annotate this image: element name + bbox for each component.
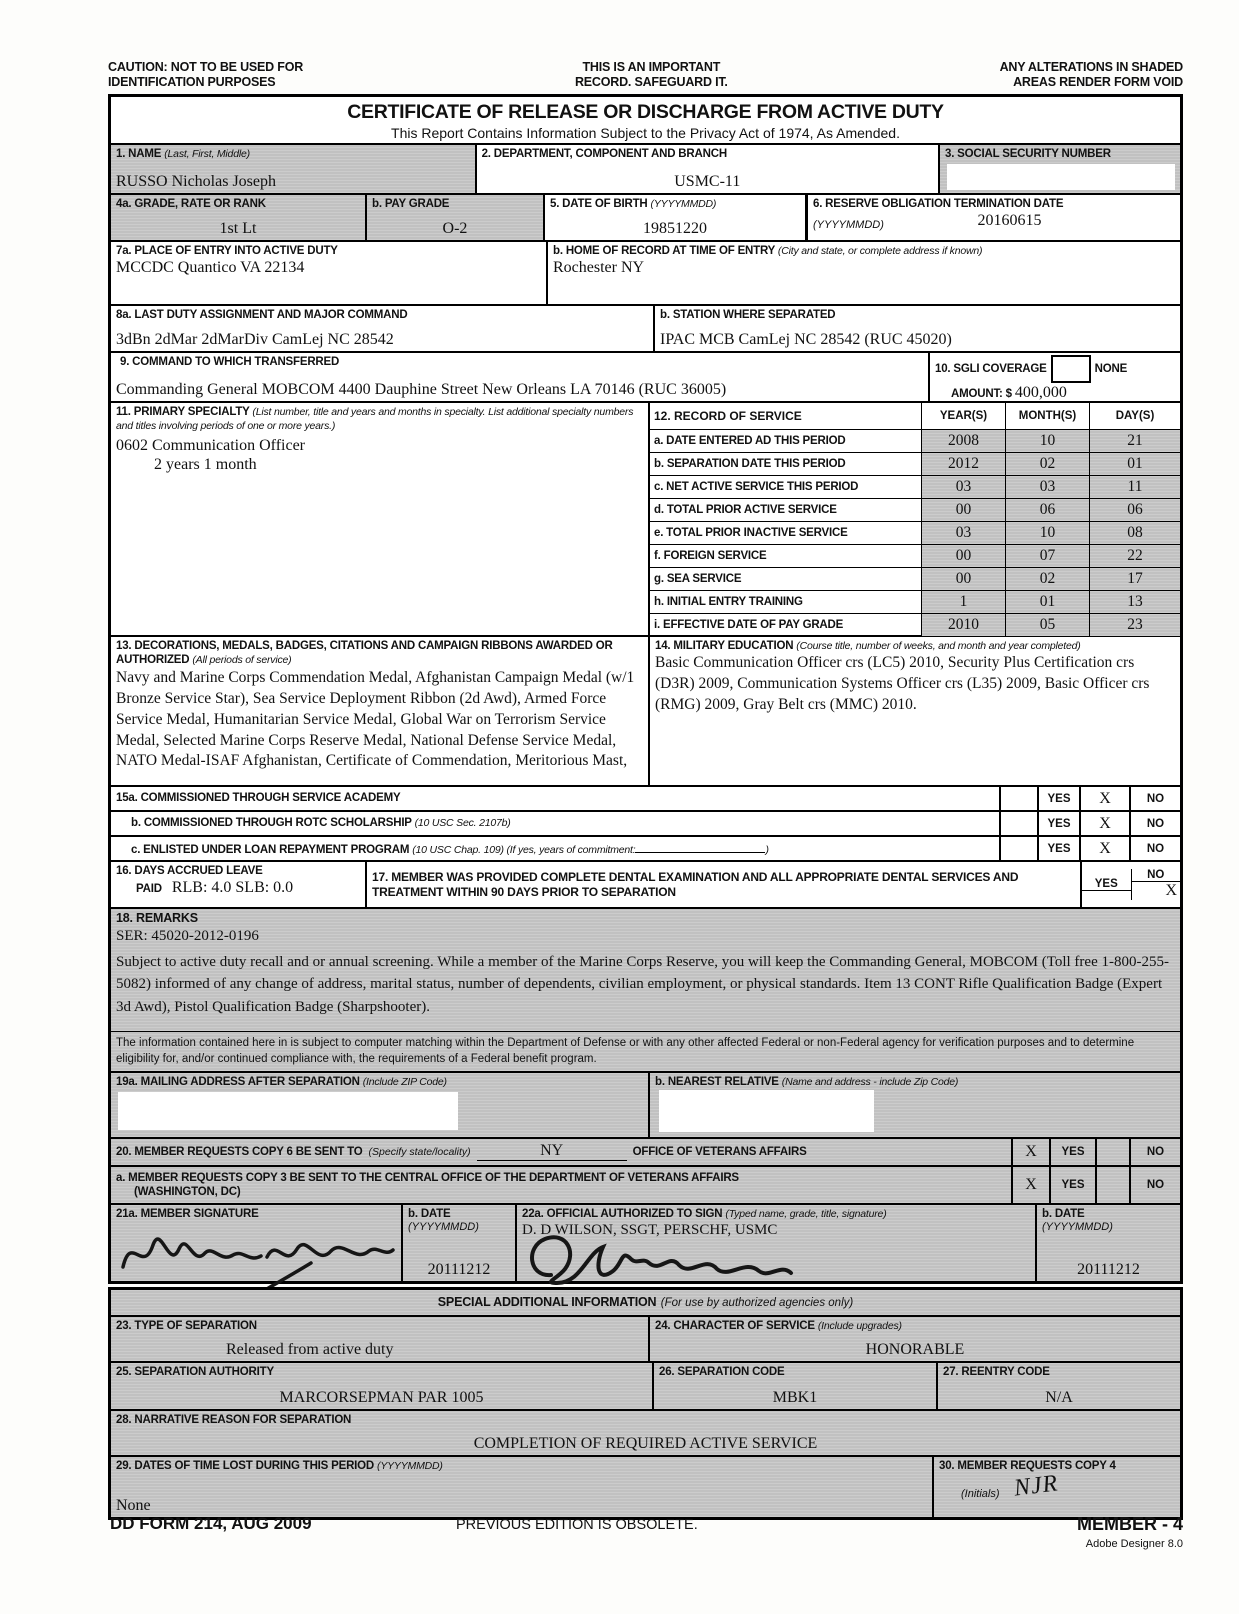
ros-row-f-days: 22 bbox=[1089, 545, 1180, 567]
separation-code-value: MBK1 bbox=[772, 1388, 818, 1406]
reserve-obligation-hint: (YYYYMMDD) bbox=[813, 218, 884, 231]
ros-row-h bbox=[650, 590, 1180, 613]
field-15c-no-label: NO bbox=[1129, 837, 1180, 860]
dental-no-checkbox: X bbox=[1132, 881, 1181, 900]
ros-row-d-years: 00 bbox=[921, 499, 1005, 521]
decorations-value: Navy and Marine Corps Commendation Medal, Afghanistan Campaign Medal (w/1 Bronze Service Star), Sea Service Deployment Ribbon (2d Awd), Armed Force Service Medal, Humanitarian Service Medal, Global War on Terrorism Service Medal, Selected Marine Corps Reserve Medal, National Defense Service Medal, NATO Medal-ISAF Afghanistan, Certificate of Commendation, Meritorious Mast, bbox=[116, 668, 635, 770]
field-20-suffix: OFFICE OF VETERANS AFFAIRS bbox=[632, 1145, 807, 1158]
field-primary-specialty bbox=[111, 403, 648, 635]
caution-line1: CAUTION: NOT TO BE USED FOR bbox=[108, 60, 304, 74]
remarks-label: 18. REMARKS bbox=[116, 911, 198, 925]
title-row bbox=[111, 97, 1180, 143]
official-sign-date-label: b. DATE bbox=[1042, 1208, 1085, 1220]
field-official-sign-date bbox=[1035, 1205, 1180, 1281]
ros-row-i bbox=[650, 613, 1180, 636]
sgli-amount-row bbox=[935, 383, 1175, 402]
ros-row-b-years: 2012 bbox=[921, 453, 1005, 475]
field-20 bbox=[111, 1139, 1011, 1165]
ros-row-c-years: 03 bbox=[921, 476, 1005, 498]
copy4-hint: (Initials) bbox=[961, 1488, 1000, 1501]
row-7 bbox=[111, 635, 1180, 785]
field-20-no-checkbox bbox=[1095, 1139, 1129, 1165]
ros-row-d-months: 06 bbox=[1005, 499, 1089, 521]
top-notes bbox=[108, 60, 1183, 90]
separation-authority-label: 25. SEPARATION AUTHORITY bbox=[116, 1366, 274, 1378]
primary-specialty-value2: 2 years 1 month bbox=[154, 455, 257, 473]
nearest-relative-redaction-box bbox=[659, 1090, 874, 1132]
ros-row-d-days: 06 bbox=[1089, 499, 1180, 521]
name-value: RUSSO Nicholas Joseph bbox=[116, 172, 277, 190]
field-member-sign-date bbox=[401, 1205, 515, 1281]
special-title: SPECIAL ADDITIONAL INFORMATION bbox=[437, 1294, 657, 1309]
record-of-service-table bbox=[650, 403, 1180, 636]
ros-row-e-years: 03 bbox=[921, 522, 1005, 544]
field-last-duty bbox=[111, 306, 653, 351]
important-record-note bbox=[575, 60, 728, 90]
reserve-obligation-label: 6. RESERVE OBLIGATION TERMINATION DATE bbox=[813, 198, 1064, 210]
field-reentry-code bbox=[936, 1363, 1180, 1409]
separation-code-label: 26. SEPARATION CODE bbox=[659, 1366, 785, 1378]
ros-row-f-years: 00 bbox=[921, 545, 1005, 567]
ros-row-f-label: f. FOREIGN SERVICE bbox=[654, 549, 767, 562]
narrative-reason-label: 28. NARRATIVE REASON FOR SEPARATION bbox=[116, 1414, 352, 1426]
field-20-yes-label: YES bbox=[1049, 1139, 1095, 1165]
privacy-note bbox=[111, 1032, 1180, 1071]
field-record-of-service bbox=[648, 403, 1180, 635]
ros-row-i-label: i. EFFECTIVE DATE OF PAY GRADE bbox=[654, 618, 844, 631]
ros-row-e bbox=[650, 521, 1180, 544]
field-20a-label: a. MEMBER REQUESTS COPY 3 BE SENT TO THE CENTRAL OFFICE OF THE DEPARTMENT OF VETERANS AFFAIRS bbox=[116, 1171, 739, 1184]
row-15c bbox=[111, 835, 1180, 860]
special-title-row bbox=[111, 1290, 1180, 1315]
ros-row-b-days: 01 bbox=[1089, 453, 1180, 475]
form-title-box bbox=[111, 97, 1180, 143]
main-form bbox=[108, 94, 1183, 1284]
field-date-of-birth bbox=[543, 195, 805, 240]
ros-row-h-label: h. INITIAL ENTRY TRAINING bbox=[654, 595, 803, 608]
separation-authority-value: MARCORSEPMAN PAR 1005 bbox=[279, 1388, 484, 1406]
field-15b-label: b. COMMISSIONED THROUGH ROTC SCHOLARSHIP (10 USC Sec. 2107b) bbox=[131, 817, 511, 830]
official-typed-name: D. D WILSON, SSGT, PERSCHF, USMC bbox=[522, 1222, 778, 1239]
leave-label-line1: 16. DAYS ACCRUED LEAVE bbox=[116, 865, 263, 877]
field-15a-no-label: NO bbox=[1129, 787, 1180, 810]
field-place-of-entry bbox=[111, 242, 546, 304]
row-3 bbox=[111, 240, 1180, 304]
field-20-state-value: NY bbox=[477, 1143, 627, 1161]
ros-row-b-label: b. SEPARATION DATE THIS PERIOD bbox=[654, 457, 846, 470]
military-education-value: Basic Communication Officer crs (LC5) 2010, Security Plus Certification crs (D3R) 2009, Communication Systems Officer crs (L35) 2009, Basic Officer crs (RMG) 2009, Gray Belt crs (MMC) 2010. bbox=[655, 654, 1150, 714]
place-of-entry-value: MCCDC Quantico VA 22134 bbox=[116, 259, 305, 277]
important-line2: RECORD. SAFEGUARD IT. bbox=[574, 75, 728, 89]
military-education-label: 14. MILITARY EDUCATION (Course title, number of weeks, and month and year completed) bbox=[655, 640, 1081, 652]
reentry-code-value: N/A bbox=[1045, 1388, 1073, 1406]
row-19 bbox=[111, 1071, 1180, 1137]
field-15a-yes-checkbox bbox=[999, 787, 1037, 810]
row-15a bbox=[111, 785, 1180, 810]
row-23-24 bbox=[111, 1315, 1180, 1361]
ros-row-d-label: d. TOTAL PRIOR ACTIVE SERVICE bbox=[654, 503, 837, 516]
ros-row-b bbox=[650, 452, 1180, 475]
name-label: 1. NAME (Last, First, Middle) bbox=[116, 148, 250, 160]
dob-label: 5. DATE OF BIRTH (YYYYMMDD) bbox=[550, 198, 717, 210]
copy4-label: 30. MEMBER REQUESTS COPY 4 bbox=[939, 1460, 1116, 1472]
dental-label: 17. MEMBER WAS PROVIDED COMPLETE DENTAL EXAMINATION AND ALL APPROPRIATE DENTAL SERVICES AND TREATMENT WITHIN 90 DAYS PRIOR TO SEPARATION bbox=[372, 869, 1019, 899]
official-sign-date-value: 20111212 bbox=[1077, 1260, 1140, 1278]
privacy-note-text: The information contained here in is subject to computer matching within the Department of Defense or with any other affected Federal or non-Federal agency for verification purposes and to determine eligibility for, and/or continued compliance with, the requirements of a Federal benefit program. bbox=[116, 1036, 1135, 1065]
field-20-hint: (Specify state/locality) bbox=[368, 1146, 471, 1158]
field-department bbox=[475, 145, 938, 193]
primary-specialty-value1: 0602 Communication Officer bbox=[116, 436, 305, 454]
field-remarks bbox=[111, 909, 1180, 1031]
mailing-address-redaction-box bbox=[118, 1092, 458, 1130]
copy4-value-row bbox=[939, 1470, 1175, 1502]
ros-title: 12. RECORD OF SERVICE bbox=[654, 409, 802, 423]
reentry-code-label: 27. REENTRY CODE bbox=[943, 1366, 1050, 1378]
member-sign-date-hint: (YYYYMMDD) bbox=[408, 1221, 479, 1234]
row-6 bbox=[111, 401, 1180, 635]
ssn-label: 3. SOCIAL SECURITY NUMBER bbox=[945, 148, 1111, 160]
previous-edition-note: PREVIOUS EDITION IS OBSOLETE. bbox=[456, 1517, 698, 1533]
ros-row-g-days: 17 bbox=[1089, 568, 1180, 590]
time-lost-value: None bbox=[116, 1496, 151, 1514]
ros-col-years: YEAR(S) bbox=[921, 403, 1005, 429]
department-value: USMC-11 bbox=[674, 172, 741, 190]
decorations-label: 13. DECORATIONS, MEDALS, BADGES, CITATIONS AND CAMPAIGN RIBBONS AWARDED OR AUTHORIZED (All periods of service) bbox=[116, 640, 613, 667]
station-separated-value: IPAC MCB CamLej NC 28542 (RUC 45020) bbox=[660, 330, 952, 348]
ros-header-row bbox=[650, 403, 1180, 429]
sgli-none-label: NONE bbox=[1094, 362, 1128, 375]
sgli-amount-label: AMOUNT: $ bbox=[951, 388, 1012, 400]
field-20a-yes-checkbox: X bbox=[1011, 1167, 1049, 1203]
ros-row-a-label: a. DATE ENTERED AD THIS PERIOD bbox=[654, 434, 846, 447]
ssn-redaction-box bbox=[947, 164, 1175, 190]
member-signature-label: 21a. MEMBER SIGNATURE bbox=[116, 1208, 259, 1220]
field-15c-yes-checkbox bbox=[999, 837, 1037, 860]
home-of-record-value: Rochester NY bbox=[553, 259, 645, 277]
alterations-line1: ANY ALTERATIONS IN SHADED bbox=[999, 60, 1183, 74]
field-member-signature bbox=[111, 1205, 401, 1281]
field-nearest-relative bbox=[648, 1073, 1180, 1137]
field-15c-no-checkbox: X bbox=[1079, 837, 1129, 860]
ros-row-b-months: 02 bbox=[1005, 453, 1089, 475]
member-copy-label: MEMBER - 4 bbox=[1076, 1514, 1183, 1534]
row-1 bbox=[111, 143, 1180, 193]
leave-label-line2: PAID bbox=[136, 883, 162, 896]
dental-yes-label: YES bbox=[1094, 878, 1118, 890]
leave-value-row bbox=[116, 878, 360, 897]
ros-row-e-label: e. TOTAL PRIOR INACTIVE SERVICE bbox=[654, 526, 848, 539]
field-15c-yes-label: YES bbox=[1037, 837, 1079, 860]
row-25-27 bbox=[111, 1361, 1180, 1409]
ros-row-h-years: 1 bbox=[921, 591, 1005, 613]
field-type-of-separation bbox=[111, 1317, 648, 1361]
member-sign-date-label: b. DATE bbox=[408, 1208, 451, 1220]
sgli-none-checkbox bbox=[1051, 355, 1091, 383]
field-station-separated bbox=[653, 306, 1180, 351]
field-military-education bbox=[648, 637, 1180, 785]
member-sign-date-value: 20111212 bbox=[427, 1260, 491, 1278]
ros-row-g-months: 02 bbox=[1005, 568, 1089, 590]
row-4 bbox=[111, 304, 1180, 351]
member-signature-image bbox=[115, 1223, 395, 1283]
grade-value: 1st Lt bbox=[219, 219, 257, 237]
field-20-yes-checkbox: X bbox=[1011, 1139, 1049, 1165]
ros-row-e-months: 10 bbox=[1005, 522, 1089, 544]
ros-row-g-years: 00 bbox=[921, 568, 1005, 590]
field-grade bbox=[111, 195, 365, 240]
ros-row-i-years: 2010 bbox=[921, 614, 1005, 636]
form-title: CERTIFICATE OF RELEASE OR DISCHARGE FROM ACTIVE DUTY bbox=[347, 101, 944, 123]
field-character-of-service bbox=[648, 1317, 1180, 1361]
copy4-initials: NJR bbox=[1012, 1470, 1060, 1502]
remarks-body: Subject to active duty recall and or annual screening. While a member of the Marine Corps Reserve, you will keep the Commanding General, MOBCOM (Toll free 1-800-255-5082) informed of any change of address, marital status, number of dependents, civilian employment, or physical standards. Item 13 CONT Rifle Qualification Badge (Expert 3d Awd), Pistol Qualification Badge (Sharpshooter). bbox=[116, 953, 1169, 1015]
field-20-label: 20. MEMBER REQUESTS COPY 6 BE SENT TO bbox=[116, 1145, 363, 1158]
ros-col-months: MONTH(S) bbox=[1005, 403, 1089, 429]
department-label: 2. DEPARTMENT, COMPONENT AND BRANCH bbox=[481, 148, 727, 160]
character-of-service-value: HONORABLE bbox=[865, 1340, 965, 1358]
official-signature-label: 22a. OFFICIAL AUTHORIZED TO SIGN (Typed name, grade, title, signature) bbox=[522, 1208, 887, 1220]
caution-note bbox=[108, 60, 303, 90]
pay-grade-value: O-2 bbox=[442, 219, 468, 237]
ros-row-f-months: 07 bbox=[1005, 545, 1089, 567]
field-15b-no-label: NO bbox=[1129, 812, 1180, 835]
official-sign-date-hint: (YYYYMMDD) bbox=[1042, 1221, 1113, 1234]
ros-row-a-days: 21 bbox=[1089, 430, 1180, 452]
field-pay-grade bbox=[365, 195, 543, 240]
field-decorations bbox=[111, 637, 648, 785]
pay-grade-label: b. PAY GRADE bbox=[372, 198, 450, 210]
field-20a-yes-label: YES bbox=[1049, 1167, 1095, 1203]
designer-credit: Adobe Designer 8.0 bbox=[1085, 1538, 1183, 1550]
field-sgli-coverage bbox=[928, 353, 1180, 401]
dental-no-column bbox=[1131, 869, 1181, 900]
field-20a-no-checkbox bbox=[1095, 1167, 1129, 1203]
field-15b-yes-checkbox bbox=[999, 812, 1037, 835]
row-18 bbox=[111, 907, 1180, 1031]
sgli-row bbox=[935, 355, 1175, 383]
ros-row-d bbox=[650, 498, 1180, 521]
field-separation-code bbox=[652, 1363, 936, 1409]
command-transferred-label: 9. COMMAND TO WHICH TRANSFERRED bbox=[120, 356, 340, 368]
ros-row-f bbox=[650, 544, 1180, 567]
field-time-lost bbox=[111, 1457, 932, 1517]
field-20a bbox=[111, 1167, 1011, 1203]
character-of-service-label: 24. CHARACTER OF SERVICE (Include upgrades) bbox=[655, 1320, 902, 1332]
row-16-17 bbox=[111, 860, 1180, 907]
field-15a-yes-label: YES bbox=[1037, 787, 1079, 810]
leave-value: RLB: 4.0 SLB: 0.0 bbox=[171, 879, 294, 897]
station-separated-label: b. STATION WHERE SEPARATED bbox=[660, 309, 836, 321]
caution-line2: IDENTIFICATION PURPOSES bbox=[108, 75, 276, 89]
field-home-of-record bbox=[546, 242, 1180, 304]
important-line1: THIS IS AN IMPORTANT bbox=[582, 60, 721, 74]
field-reserve-obligation bbox=[805, 195, 1180, 240]
form-subtitle: This Report Contains Information Subject to the Privacy Act of 1974, As Amended. bbox=[391, 125, 900, 141]
field-15b-yes-label: YES bbox=[1037, 812, 1079, 835]
field-15b-no-checkbox: X bbox=[1079, 812, 1129, 835]
field-name bbox=[111, 145, 475, 193]
last-duty-label: 8a. LAST DUTY ASSIGNMENT AND MAJOR COMMAND bbox=[116, 309, 408, 321]
home-of-record-label: b. HOME OF RECORD AT TIME OF ENTRY (City and state, or complete address if known) bbox=[553, 245, 983, 257]
dental-no-label: NO bbox=[1147, 869, 1165, 881]
reserve-obligation-value-row bbox=[813, 211, 1175, 230]
ros-row-g bbox=[650, 567, 1180, 590]
field-narrative-reason bbox=[111, 1411, 1180, 1455]
row-20a bbox=[111, 1165, 1180, 1203]
field-20a-label2: (WASHINGTON, DC) bbox=[134, 1186, 241, 1198]
row-privacy-note bbox=[111, 1031, 1180, 1071]
special-info-section bbox=[108, 1287, 1183, 1520]
ros-row-a-months: 10 bbox=[1005, 430, 1089, 452]
type-of-separation-label: 23. TYPE OF SEPARATION bbox=[116, 1320, 257, 1332]
ros-row-c-months: 03 bbox=[1005, 476, 1089, 498]
dental-yes-checkbox bbox=[1082, 890, 1131, 891]
reserve-obligation-value: 20160615 bbox=[977, 212, 1042, 230]
dob-value: 19851220 bbox=[643, 219, 707, 237]
time-lost-label: 29. DATES OF TIME LOST DURING THIS PERIOD (YYYYMMDD) bbox=[116, 1460, 443, 1472]
field-15a bbox=[111, 787, 999, 810]
field-official-signature bbox=[515, 1205, 1035, 1281]
row-5 bbox=[111, 351, 1180, 401]
dental-yes-no-block bbox=[1080, 862, 1180, 907]
field-15a-no-checkbox: X bbox=[1079, 787, 1129, 810]
ros-row-c-label: c. NET ACTIVE SERVICE THIS PERIOD bbox=[654, 480, 859, 493]
ros-row-h-months: 01 bbox=[1005, 591, 1089, 613]
command-transferred-value: Commanding General MOBCOM 4400 Dauphine Street New Orleans LA 70146 (RUC 36005) bbox=[116, 380, 727, 398]
ros-row-a-years: 2008 bbox=[921, 430, 1005, 452]
primary-specialty-label: 11. PRIMARY SPECIALTY (List number, title and years and months in specialty. List additional specialty numbers and titles involving periods of one or more years.) bbox=[116, 406, 634, 433]
field-20a-no-label: NO bbox=[1129, 1167, 1180, 1203]
row-29-30 bbox=[111, 1455, 1180, 1517]
alterations-line2: AREAS RENDER FORM VOID bbox=[1013, 75, 1183, 89]
form-number: DD FORM 214, AUG 2009 bbox=[110, 1514, 312, 1533]
field-15c-label: c. ENLISTED UNDER LOAN REPAYMENT PROGRAM (10 USC Chap. 109) (If yes, years of commitment: ) bbox=[131, 840, 994, 857]
field-command-transferred bbox=[111, 353, 928, 401]
ros-row-i-days: 23 bbox=[1089, 614, 1180, 636]
sgli-label: 10. SGLI COVERAGE bbox=[935, 362, 1047, 375]
row-28 bbox=[111, 1409, 1180, 1455]
field-dental bbox=[365, 862, 1080, 907]
field-15a-label: 15a. COMMISSIONED THROUGH SERVICE ACADEMY bbox=[116, 792, 401, 805]
dental-yes-column bbox=[1082, 878, 1131, 891]
remarks-ser: SER: 45020-2012-0196 bbox=[116, 927, 259, 944]
field-15c bbox=[111, 837, 999, 860]
ros-row-h-days: 13 bbox=[1089, 591, 1180, 613]
alterations-note bbox=[1000, 60, 1183, 90]
field-mailing-address bbox=[111, 1073, 648, 1137]
grade-label: 4a. GRADE, RATE OR RANK bbox=[116, 198, 266, 210]
ros-row-e-days: 08 bbox=[1089, 522, 1180, 544]
place-of-entry-label: 7a. PLACE OF ENTRY INTO ACTIVE DUTY bbox=[116, 245, 338, 257]
row-15b bbox=[111, 810, 1180, 835]
ros-row-c bbox=[650, 475, 1180, 498]
field-separation-authority bbox=[111, 1363, 652, 1409]
special-title-hint: (For use by authorized agencies only) bbox=[660, 1296, 854, 1309]
row-20 bbox=[111, 1137, 1180, 1165]
field-20-no-label: NO bbox=[1129, 1139, 1180, 1165]
ros-row-i-months: 05 bbox=[1005, 614, 1089, 636]
ros-row-c-days: 11 bbox=[1089, 476, 1180, 498]
ros-row-g-label: g. SEA SERVICE bbox=[654, 572, 742, 585]
ros-col-days: DAY(S) bbox=[1089, 403, 1180, 429]
ros-row-a bbox=[650, 429, 1180, 452]
nearest-relative-label: b. NEAREST RELATIVE (Name and address - include Zip Code) bbox=[655, 1076, 959, 1088]
row-21-22 bbox=[111, 1203, 1180, 1281]
type-of-separation-value: Released from active duty bbox=[226, 1340, 394, 1358]
last-duty-value: 3dBn 2dMar 2dMarDiv CamLej NC 28542 bbox=[116, 330, 394, 348]
row-2 bbox=[111, 193, 1180, 240]
field-member-requests-copy4 bbox=[932, 1457, 1180, 1517]
field-15b bbox=[111, 812, 999, 835]
sgli-amount-value: 400,000 bbox=[1014, 384, 1067, 401]
narrative-reason-value: COMPLETION OF REQUIRED ACTIVE SERVICE bbox=[473, 1434, 818, 1452]
field-ssn bbox=[938, 145, 1180, 193]
field-days-accrued-leave bbox=[111, 862, 365, 907]
mailing-address-label: 19a. MAILING ADDRESS AFTER SEPARATION (Include ZIP Code) bbox=[116, 1076, 447, 1088]
